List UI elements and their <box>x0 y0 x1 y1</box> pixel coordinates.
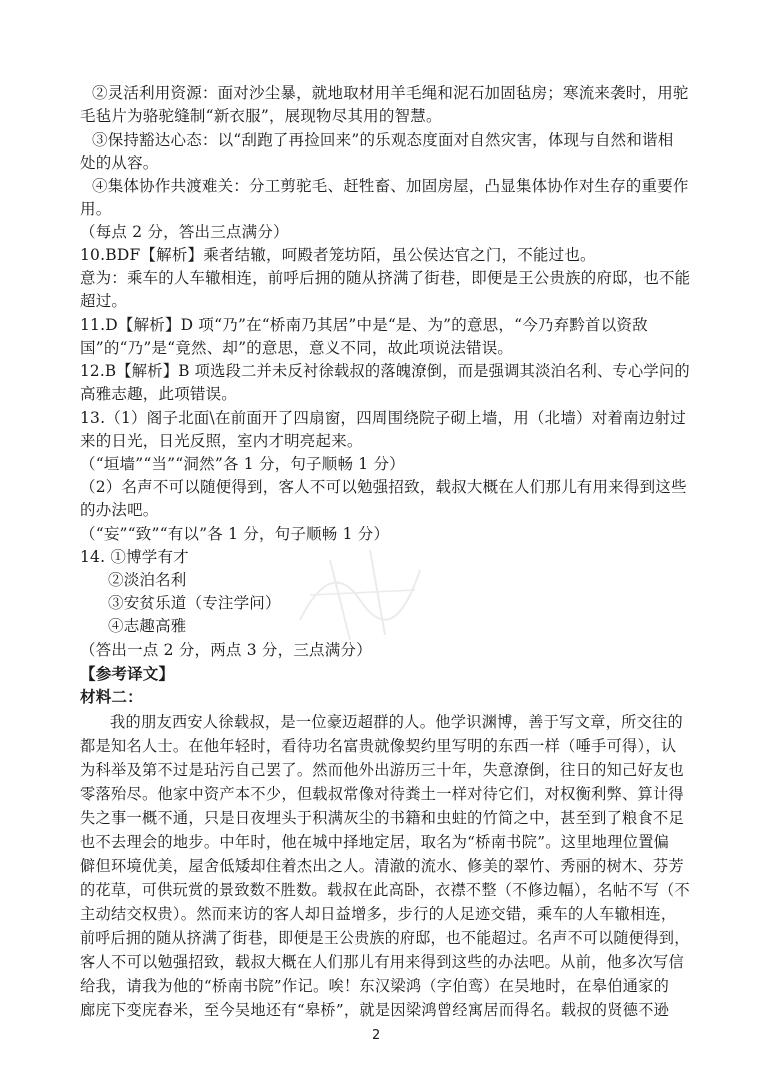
answer-11-line-1: 11.D【解析】D 项“乃”在“桥南乃其居”中是“是、为”的意思，“今乃弃黔首以资敌 <box>80 316 648 334</box>
translation-line-13: 廊庑下变庑舂米，至今吴地还有“皋桥”，就是因梁鸿曾经寓居而得名。载叔的贤德不逊 <box>80 1001 670 1019</box>
reference-translation-heading: 【参考译文】 <box>80 664 175 683</box>
translation-line-5: 失之事一概不通，只是日夜埋头于积满灰尘的书籍和虫蛀的竹简之中，甚至到了粮食不足 <box>80 809 685 827</box>
answer-9-point-3-line-2: 处的从容。 <box>80 154 159 172</box>
translation-line-6: 也不去理会的地步。中年时，他在城中择地定居，取名为“桥南书院”。这里地理位置偏 <box>80 833 670 851</box>
answer-9-point-3-line-1: ③保持豁达心态：以“刮跑了再捡回来”的乐观态度面对自然灾害，体现与自然和谐相 <box>92 131 674 149</box>
translation-line-3: 为科举及第不过是玷污自己罢了。然而他外出游历三十年，失意潦倒，往日的知己好友也 <box>80 761 685 779</box>
answer-9-point-2-line-1: ②灵活利用资源：面对沙尘暴，就地取材用羊毛绳和泥石加固毡房；寒流来袭时，用驼 <box>92 84 689 102</box>
answer-13-part-1-line-1: 13.（1）阁子北面\在前面开了四扇窗，四周围绕院子砌上墙，用（北墙）对着南边射过 <box>80 409 686 427</box>
answer-12-line-1: 12.B【解析】B 项选段二并未反衬徐载叔的落魄潦倒，而是强调其淡泊名利、专心学问的 <box>80 362 690 380</box>
answer-14-item-3: ③安贫乐道（专注学问） <box>108 594 281 612</box>
answer-10-line-2: 意为：乘车的人车辙相连，前呼后拥的随从挤满了街巷，即便是王公贵族的府邸，也不能 <box>80 269 691 287</box>
answer-10-line-1: 10.BDF【解析】乘者结辙，呵殿者笼坊陌，虽公侯达官之门，不能过也。 <box>80 246 596 264</box>
translation-line-10: 前呼后拥的随从挤满了街巷，即便是王公贵族的府邸，也不能超过。名声不可以随便得到， <box>80 929 690 947</box>
translation-line-9: 主动结交权贵）。然而来访的客人却日益增多，步行的人足迹交错，乘车的人车辙相连， <box>80 905 677 923</box>
translation-line-12: 给我，请我为他的“桥南书院”作记。唉！东汉梁鸿（字伯鸾）在吴地时，在皋伯通家的 <box>80 977 670 995</box>
material-two-heading: 材料二： <box>80 687 143 706</box>
answer-9-point-4-line-2: 用。 <box>80 200 112 218</box>
translation-line-7: 僻但环境优美，屋舍低矮却住着杰出之人。清澈的流水、修美的翠竹、秀丽的树木、芬芳 <box>80 857 685 875</box>
answer-12-line-2: 高雅志趣，此项错误。 <box>80 385 238 403</box>
scoring-note-9: （每点 2 分，答出三点满分） <box>80 223 289 241</box>
faint-watermark-mark <box>290 540 430 650</box>
translation-line-4: 零落殆尽。他家中资产本不少，但载叔常像对待粪土一样对待它们，对权衡利弊、算计得 <box>80 785 685 803</box>
translation-line-2: 都是知名人士。在他年轻时，看待功名富贵就像契约里写明的东西一样（唾手可得），认 <box>80 737 677 755</box>
translation-line-1: 我的朋友西安人徐载叔，是一位豪迈超群的人。他学识渊博，善于写文章，所交往的 <box>110 713 684 731</box>
answer-9-point-4-line-1: ④集体协作共渡难关：分工剪驼毛、赶牲畜、加固房屋，凸显集体协作对生存的重要作 <box>92 177 689 195</box>
scoring-note-14: （答出一点 2 分，两点 3 分，三点满分） <box>80 641 372 659</box>
answer-13-part-2-line-1: （2）名声不可以随便得到，客人不可以勉强招致，载叔大概在人们那儿有用来得到这些 <box>80 478 687 496</box>
page-number: 2 <box>372 1028 381 1043</box>
answer-13-part-2-line-2: 的办法吧。 <box>80 501 159 519</box>
answer-14-item-1: 14. ①博学有才 <box>80 548 189 566</box>
answer-14-item-4: ④志趣高雅 <box>108 617 187 635</box>
scoring-note-13-2: （“妄”“致”“有以”各 1 分，句子顺畅 1 分） <box>80 525 390 543</box>
answer-11-line-2: 国”的“乃”是“竟然、却”的意思，意义不同，故此项说法错误。 <box>80 339 514 357</box>
answer-9-point-2-line-2: 毛毡片为骆驼缝制“新衣服”，展现物尽其用的智慧。 <box>80 107 442 125</box>
translation-line-8: 的花草，可供玩赏的景致数不胜数。载叔在此高卧，衣襟不整（不修边幅），名帖不写（不 <box>80 881 690 899</box>
answer-14-item-2: ②淡泊名利 <box>108 571 187 589</box>
answer-13-part-1-line-2: 来的日光，日光反照，室内才明亮起来。 <box>80 432 363 450</box>
answer-10-line-3: 超过。 <box>80 292 128 310</box>
translation-line-11: 客人不可以勉强招致，载叔大概在人们那儿有用来得到这些的办法吧。从前，他多次写信 <box>80 953 685 971</box>
scoring-note-13-1: （“垣墙”“当”“洞然”各 1 分，句子顺畅 1 分） <box>80 455 405 473</box>
